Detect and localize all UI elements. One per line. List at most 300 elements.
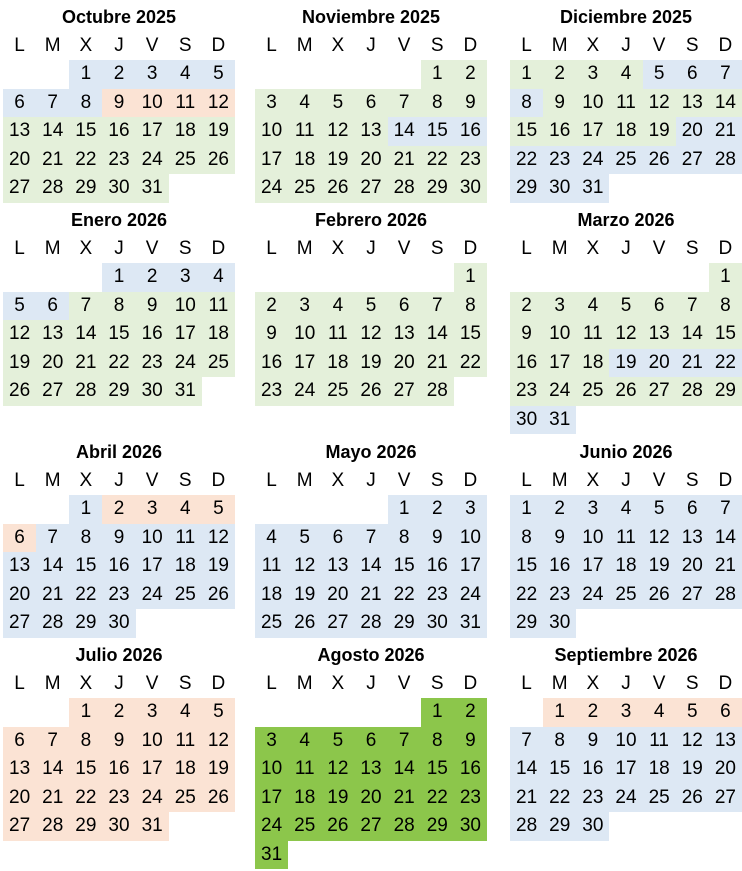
day-cell: 5 — [354, 292, 387, 321]
day-cell: 5 — [609, 292, 642, 321]
day-cell: 19 — [202, 755, 235, 784]
day-cell: 13 — [3, 117, 36, 146]
day-cell: 2 — [421, 495, 454, 524]
day-cell: 16 — [454, 117, 487, 146]
day-cell: 21 — [36, 581, 69, 610]
day-cell: 24 — [169, 349, 202, 378]
weekday-label: D — [718, 673, 733, 694]
day-cell: 24 — [288, 377, 321, 406]
empty-cell — [288, 495, 321, 524]
day-cell: 17 — [576, 552, 609, 581]
day-cell: 6 — [643, 292, 676, 321]
weekday-label: X — [331, 470, 345, 491]
weekday-label: J — [366, 673, 376, 694]
day-cell: 15 — [69, 552, 102, 581]
day-cell: 28 — [709, 146, 742, 175]
empty-cell — [255, 60, 288, 89]
weekday-label: D — [463, 35, 478, 56]
day-cell: 1 — [421, 698, 454, 727]
day-cell: 14 — [36, 117, 69, 146]
month-title: Abril 2026 — [75, 442, 163, 462]
day-cell: 11 — [169, 89, 202, 118]
day-cell: 14 — [709, 89, 742, 118]
day-cell: 29 — [510, 174, 543, 203]
weekday-label: J — [366, 35, 376, 56]
day-cell: 30 — [543, 174, 576, 203]
day-cell: 23 — [510, 377, 543, 406]
day-cell: 19 — [643, 117, 676, 146]
day-cell: 1 — [69, 60, 102, 89]
empty-cell — [3, 698, 36, 727]
weekday-label: D — [211, 470, 226, 491]
day-cell: 13 — [36, 320, 69, 349]
empty-cell — [609, 263, 642, 292]
day-cell: 19 — [202, 552, 235, 581]
day-cell: 1 — [69, 698, 102, 727]
weekday-label: S — [178, 35, 192, 56]
day-cell: 3 — [609, 698, 642, 727]
day-cell: 20 — [36, 349, 69, 378]
day-cell: 13 — [388, 320, 421, 349]
weekday-header — [255, 32, 487, 60]
day-cell: 8 — [421, 89, 454, 118]
day-cell: 13 — [643, 320, 676, 349]
day-cell: 21 — [36, 146, 69, 175]
day-cell: 2 — [576, 698, 609, 727]
weekday-label: J — [114, 673, 124, 694]
day-cell: 4 — [321, 292, 354, 321]
weekday-label: S — [685, 470, 699, 491]
day-cell: 31 — [255, 841, 288, 870]
day-cell: 4 — [609, 60, 642, 89]
day-cell: 11 — [169, 727, 202, 756]
day-cell: 22 — [510, 146, 543, 175]
empty-cell — [510, 698, 543, 727]
day-cell: 25 — [609, 581, 642, 610]
day-cell: 28 — [69, 377, 102, 406]
day-cell: 27 — [676, 146, 709, 175]
day-cell: 26 — [609, 377, 642, 406]
day-cell: 23 — [102, 581, 135, 610]
weekday-label: X — [79, 673, 93, 694]
weekday-label: L — [521, 673, 532, 694]
day-cell: 24 — [255, 174, 288, 203]
empty-cell — [576, 263, 609, 292]
day-cell: 21 — [510, 784, 543, 813]
weekday-label: L — [14, 238, 25, 259]
day-cell: 9 — [102, 524, 135, 553]
day-cell: 24 — [136, 146, 169, 175]
day-cell: 3 — [576, 495, 609, 524]
weekday-label: M — [44, 470, 61, 491]
day-cell: 7 — [36, 727, 69, 756]
day-cell: 14 — [388, 117, 421, 146]
day-cell: 26 — [321, 812, 354, 841]
empty-cell — [255, 495, 288, 524]
day-cell: 22 — [510, 581, 543, 610]
day-cell: 16 — [510, 349, 543, 378]
day-cell: 9 — [454, 727, 487, 756]
day-cell: 6 — [388, 292, 421, 321]
day-cell: 10 — [576, 89, 609, 118]
day-cell: 24 — [136, 581, 169, 610]
day-cell: 20 — [676, 552, 709, 581]
day-cell: 27 — [643, 377, 676, 406]
day-cell: 4 — [169, 495, 202, 524]
day-cell: 25 — [169, 146, 202, 175]
day-cell: 17 — [136, 552, 169, 581]
day-cell: 25 — [288, 174, 321, 203]
day-cell: 13 — [3, 552, 36, 581]
day-cell: 1 — [388, 495, 421, 524]
day-cell: 14 — [354, 552, 387, 581]
month-block — [3, 437, 235, 638]
day-cell: 13 — [3, 755, 36, 784]
day-cell: 15 — [510, 552, 543, 581]
weekday-label: M — [551, 35, 568, 56]
day-cell: 19 — [202, 117, 235, 146]
day-cell: 25 — [169, 784, 202, 813]
empty-cell — [3, 60, 36, 89]
day-cell: 27 — [709, 784, 742, 813]
day-cell: 27 — [3, 812, 36, 841]
day-cell: 6 — [321, 524, 354, 553]
day-cell: 20 — [676, 117, 709, 146]
day-cell: 3 — [255, 89, 288, 118]
day-cell: 8 — [69, 89, 102, 118]
weekday-label: S — [178, 470, 192, 491]
day-cell: 15 — [543, 755, 576, 784]
day-cell: 28 — [36, 812, 69, 841]
day-cell: 30 — [421, 609, 454, 638]
day-cell: 11 — [576, 320, 609, 349]
empty-cell — [288, 698, 321, 727]
day-cell: 16 — [102, 552, 135, 581]
weekday-label: S — [685, 35, 699, 56]
day-cell: 1 — [421, 60, 454, 89]
day-grid — [255, 263, 487, 406]
day-cell: 18 — [202, 320, 235, 349]
day-cell: 26 — [288, 609, 321, 638]
day-cell: 9 — [454, 89, 487, 118]
day-cell: 16 — [543, 117, 576, 146]
day-cell: 9 — [543, 89, 576, 118]
weekday-label: S — [430, 238, 444, 259]
day-cell: 20 — [388, 349, 421, 378]
day-cell: 8 — [543, 727, 576, 756]
day-cell: 31 — [169, 377, 202, 406]
day-cell: 2 — [255, 292, 288, 321]
day-cell: 9 — [543, 524, 576, 553]
day-cell: 22 — [543, 784, 576, 813]
weekday-header — [510, 32, 742, 60]
empty-cell — [354, 263, 387, 292]
day-cell: 28 — [421, 377, 454, 406]
day-cell: 23 — [102, 784, 135, 813]
day-cell: 28 — [676, 377, 709, 406]
day-cell: 30 — [136, 377, 169, 406]
day-cell: 14 — [709, 524, 742, 553]
day-cell: 27 — [321, 609, 354, 638]
day-cell: 15 — [454, 320, 487, 349]
empty-cell — [388, 698, 421, 727]
day-cell: 2 — [102, 60, 135, 89]
weekday-label: J — [621, 673, 631, 694]
weekday-label: J — [114, 35, 124, 56]
day-cell: 20 — [354, 784, 387, 813]
day-grid — [3, 60, 235, 203]
day-cell: 29 — [69, 174, 102, 203]
weekday-header — [510, 467, 742, 495]
month-title: Noviembre 2025 — [301, 7, 441, 27]
day-cell: 29 — [69, 609, 102, 638]
day-cell: 27 — [36, 377, 69, 406]
weekday-label: D — [718, 238, 733, 259]
empty-cell — [354, 698, 387, 727]
month-title: Julio 2026 — [75, 645, 163, 665]
day-cell: 25 — [169, 581, 202, 610]
day-cell: 19 — [321, 784, 354, 813]
day-cell: 24 — [255, 812, 288, 841]
day-cell: 15 — [102, 320, 135, 349]
day-cell: 12 — [321, 755, 354, 784]
day-cell: 10 — [576, 524, 609, 553]
day-cell: 5 — [3, 292, 36, 321]
month-block — [3, 205, 235, 406]
empty-cell — [388, 60, 421, 89]
day-cell: 6 — [36, 292, 69, 321]
day-cell: 20 — [354, 146, 387, 175]
day-cell: 3 — [543, 292, 576, 321]
day-cell: 18 — [169, 117, 202, 146]
empty-cell — [354, 60, 387, 89]
weekday-label: L — [266, 470, 277, 491]
day-cell: 11 — [643, 727, 676, 756]
day-cell: 13 — [709, 727, 742, 756]
month-title: Enero 2026 — [70, 210, 168, 230]
day-cell: 19 — [288, 581, 321, 610]
day-cell: 31 — [543, 406, 576, 435]
day-cell: 24 — [454, 581, 487, 610]
day-cell: 4 — [255, 524, 288, 553]
day-cell: 22 — [388, 581, 421, 610]
weekday-label: X — [586, 673, 600, 694]
day-cell: 25 — [202, 349, 235, 378]
weekday-label: V — [652, 673, 666, 694]
day-cell: 15 — [388, 552, 421, 581]
day-cell: 13 — [354, 755, 387, 784]
day-cell: 18 — [288, 784, 321, 813]
day-cell: 25 — [643, 784, 676, 813]
day-cell: 5 — [288, 524, 321, 553]
day-cell: 3 — [136, 495, 169, 524]
day-cell: 4 — [576, 292, 609, 321]
weekday-label: J — [366, 470, 376, 491]
day-cell: 25 — [288, 812, 321, 841]
empty-cell — [321, 60, 354, 89]
day-cell: 13 — [321, 552, 354, 581]
weekday-header — [3, 467, 235, 495]
day-grid — [255, 698, 487, 869]
day-cell: 21 — [388, 146, 421, 175]
empty-cell — [255, 698, 288, 727]
day-cell: 12 — [643, 524, 676, 553]
day-cell: 28 — [388, 812, 421, 841]
weekday-label: M — [551, 673, 568, 694]
day-cell: 4 — [609, 495, 642, 524]
day-cell: 15 — [421, 117, 454, 146]
day-cell: 12 — [676, 727, 709, 756]
weekday-label: V — [652, 238, 666, 259]
day-cell: 12 — [202, 727, 235, 756]
day-cell: 17 — [169, 320, 202, 349]
day-cell: 24 — [136, 784, 169, 813]
day-cell: 16 — [102, 755, 135, 784]
day-cell: 19 — [609, 349, 642, 378]
empty-cell — [421, 263, 454, 292]
day-cell: 4 — [643, 698, 676, 727]
weekday-label: V — [397, 673, 411, 694]
weekday-label: M — [296, 673, 313, 694]
weekday-label: X — [79, 35, 93, 56]
day-cell: 5 — [643, 495, 676, 524]
weekday-label: V — [652, 35, 666, 56]
day-cell: 8 — [69, 524, 102, 553]
day-cell: 16 — [421, 552, 454, 581]
day-cell: 22 — [454, 349, 487, 378]
day-grid — [3, 263, 235, 406]
day-grid — [510, 60, 742, 203]
weekday-label: L — [14, 35, 25, 56]
day-cell: 18 — [169, 755, 202, 784]
weekday-label: V — [145, 238, 159, 259]
weekday-label: M — [44, 238, 61, 259]
day-cell: 28 — [354, 609, 387, 638]
day-cell: 7 — [709, 60, 742, 89]
day-cell: 7 — [676, 292, 709, 321]
day-cell: 23 — [421, 581, 454, 610]
day-cell: 21 — [709, 552, 742, 581]
day-cell: 31 — [576, 174, 609, 203]
day-cell: 30 — [454, 174, 487, 203]
weekday-header — [3, 235, 235, 263]
day-cell: 12 — [202, 89, 235, 118]
day-cell: 4 — [202, 263, 235, 292]
day-cell: 2 — [454, 60, 487, 89]
day-cell: 23 — [454, 146, 487, 175]
day-cell: 18 — [288, 146, 321, 175]
day-cell: 17 — [136, 117, 169, 146]
day-cell: 21 — [676, 349, 709, 378]
day-cell: 22 — [102, 349, 135, 378]
day-cell: 7 — [36, 524, 69, 553]
day-cell: 9 — [421, 524, 454, 553]
day-cell: 23 — [136, 349, 169, 378]
day-cell: 21 — [69, 349, 102, 378]
day-cell: 30 — [510, 406, 543, 435]
day-cell: 29 — [709, 377, 742, 406]
day-cell: 3 — [136, 60, 169, 89]
weekday-label: L — [521, 35, 532, 56]
day-cell: 3 — [136, 698, 169, 727]
weekday-label: J — [621, 238, 631, 259]
day-cell: 11 — [255, 552, 288, 581]
day-cell: 25 — [255, 609, 288, 638]
day-cell: 22 — [69, 581, 102, 610]
day-cell: 12 — [3, 320, 36, 349]
weekday-label: M — [296, 238, 313, 259]
day-cell: 14 — [36, 552, 69, 581]
day-cell: 6 — [3, 727, 36, 756]
weekday-label: J — [366, 238, 376, 259]
day-cell: 14 — [510, 755, 543, 784]
day-cell: 16 — [543, 552, 576, 581]
day-cell: 5 — [321, 727, 354, 756]
day-cell: 22 — [421, 146, 454, 175]
month-title: Junio 2026 — [579, 442, 673, 462]
day-cell: 8 — [510, 524, 543, 553]
empty-cell — [3, 495, 36, 524]
day-cell: 31 — [454, 609, 487, 638]
day-cell: 13 — [676, 524, 709, 553]
day-cell: 16 — [102, 117, 135, 146]
weekday-label: M — [44, 673, 61, 694]
weekday-label: V — [145, 470, 159, 491]
day-cell: 28 — [36, 174, 69, 203]
day-cell: 1 — [510, 495, 543, 524]
day-cell: 19 — [354, 349, 387, 378]
month-block — [3, 640, 235, 841]
day-cell: 23 — [454, 784, 487, 813]
empty-cell — [36, 60, 69, 89]
day-cell: 2 — [543, 60, 576, 89]
day-cell: 20 — [3, 784, 36, 813]
weekday-label: L — [521, 470, 532, 491]
month-title: Agosto 2026 — [317, 645, 425, 665]
empty-cell — [321, 495, 354, 524]
day-cell: 17 — [288, 349, 321, 378]
day-cell: 7 — [354, 524, 387, 553]
day-cell: 5 — [676, 698, 709, 727]
day-cell: 8 — [69, 727, 102, 756]
day-cell: 6 — [676, 60, 709, 89]
day-cell: 23 — [255, 377, 288, 406]
day-cell: 22 — [421, 784, 454, 813]
month-block — [255, 205, 487, 406]
empty-cell — [36, 263, 69, 292]
empty-cell — [288, 60, 321, 89]
empty-cell — [388, 263, 421, 292]
weekday-label: S — [178, 238, 192, 259]
month-block — [510, 205, 742, 434]
weekday-label: S — [178, 673, 192, 694]
day-cell: 21 — [709, 117, 742, 146]
day-cell: 8 — [709, 292, 742, 321]
day-cell: 12 — [202, 524, 235, 553]
day-cell: 4 — [169, 60, 202, 89]
weekday-label: V — [145, 35, 159, 56]
day-cell: 13 — [354, 117, 387, 146]
day-cell: 3 — [288, 292, 321, 321]
empty-cell — [255, 263, 288, 292]
month-title: Marzo 2026 — [577, 210, 675, 230]
day-cell: 15 — [510, 117, 543, 146]
day-cell: 5 — [202, 495, 235, 524]
day-cell: 24 — [576, 146, 609, 175]
empty-cell — [288, 263, 321, 292]
day-cell: 17 — [255, 146, 288, 175]
day-cell: 23 — [576, 784, 609, 813]
